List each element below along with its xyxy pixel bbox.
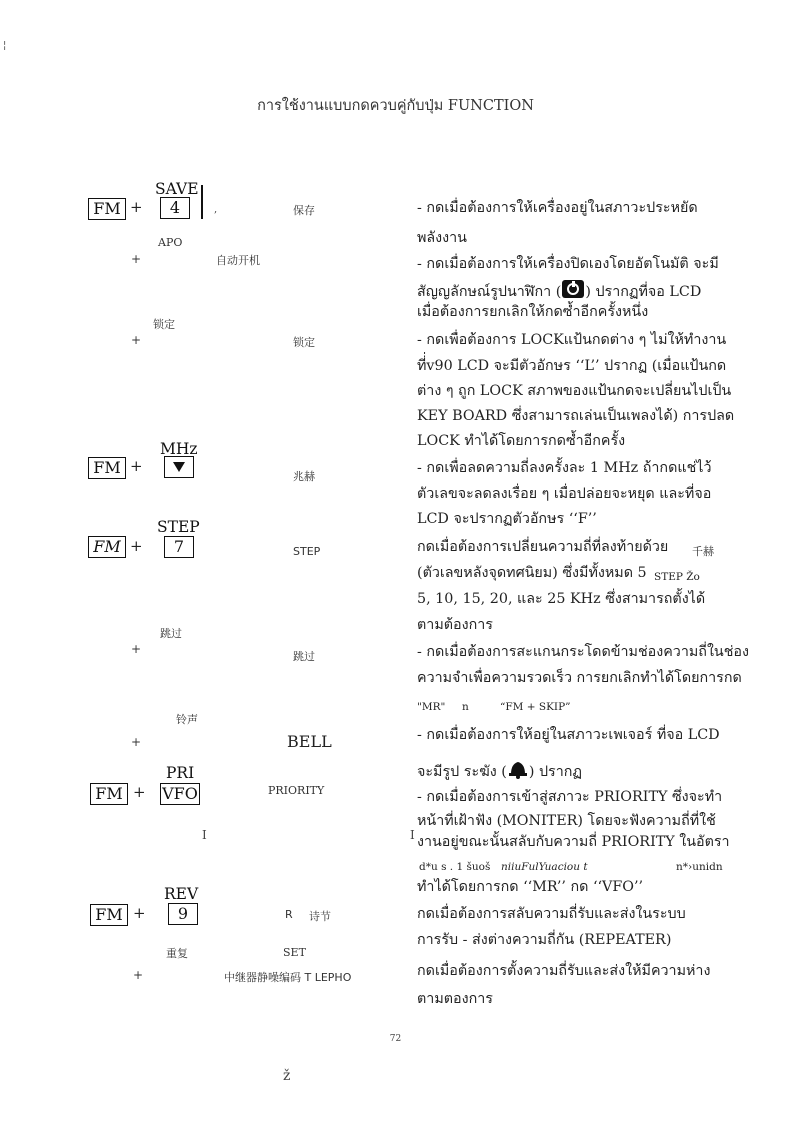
step-key: 7 (164, 536, 194, 558)
apo-function: 自动开机 (216, 254, 260, 267)
priority-function: PRIORITY (268, 784, 325, 797)
plus-sign: + (131, 333, 142, 347)
lock-key-label: 锁定 (153, 318, 175, 331)
plus-sign: + (133, 783, 146, 801)
corner-mark: ¦ (3, 40, 7, 51)
desc-step-line3: 5, 10, 15, 20, และ 25 KHz ซึ่งสามารถตั้งได้ (417, 591, 706, 607)
plus-sign: + (130, 537, 143, 555)
plus-sign: + (131, 252, 142, 266)
save-key: 4 (160, 197, 190, 219)
repeat-key-label: 重复 (166, 947, 188, 960)
desc-pri-line3: งานอยู่ขณะนั้นสลับกับความถี่ PRIORITY ในอัตรา (417, 834, 730, 850)
desc-rev-line1: กดเมื่อต้องการสลับความถี่รับและส่งในระบบ (417, 906, 686, 922)
desc-apo-text-b: ) ปรากฏที่จอ LCD (585, 284, 702, 300)
bell-icon (507, 759, 529, 785)
desc-step-line4: ตามต้องการ (417, 617, 493, 633)
tone-function: 中继器静噪编码 T LEPHO (224, 971, 352, 984)
page-number: 72 (389, 1034, 402, 1044)
desc-bell-line2 (417, 759, 582, 785)
step-key-label: STEP (157, 518, 200, 536)
apo-key-label: APO (158, 236, 183, 249)
plus-sign: + (131, 735, 142, 749)
rev-key: 9 (168, 903, 198, 925)
desc-bell-text-a: จะมีรูป ระฆัง ( (417, 764, 507, 780)
plus-sign: + (133, 968, 144, 982)
desc-lock-line3: ต่าง ๆ ถูก LOCK สภาพของแป้นกดจะเปลี่ยนไปเป็น (417, 383, 732, 399)
desc-set-line2: ตามตองการ (417, 991, 493, 1007)
pri-key-label: PRI (166, 764, 195, 782)
desc-bell-line1: - กดเมื่อต้องการให้อยู่ในสภาวะเพเจอร์ ที่จอ LCD (417, 727, 720, 743)
desc-mhz-line2: ตัวเลขจะลดลงเรื่อย ๆ เมื่อปล่อยจะหยุด และที่จอ (417, 486, 712, 502)
desc-pri-garbled-c: n*›unidn (676, 861, 723, 873)
save-function: 保存 (293, 204, 315, 217)
key-divider (201, 185, 203, 219)
desc-step-step: STEP Žo (654, 571, 700, 583)
desc-set-line1: กดเมื่อต้องการตั้งความถี่รับและส่งให้มีความห่าง (417, 963, 711, 979)
desc-skip-line1: - กดเมื่อต้องการสะแกนกระโดดข้ามช่องความถี่ในช่อง (417, 644, 749, 660)
desc-rev-line2: การรับ - ส่งต่างความถี่กัน (REPEATER) (417, 932, 672, 948)
step-function: STEP (293, 545, 321, 558)
desc-skip-line2: ความจำเพื่อความรวดเร็ว การยกเลิกทำได้โดยการกด (417, 670, 742, 686)
rev-key-label: REV (164, 885, 199, 903)
rev-function-r: R (285, 908, 293, 921)
mhz-key-label: MHz (160, 440, 198, 458)
bar-mark: I (410, 828, 415, 842)
bell-function: BELL (287, 732, 332, 751)
desc-pri-line2: หน้าที่เฝ้าฟัง (MONITER) โดยจะฟังความถี่ที่ใช้ (417, 813, 716, 829)
desc-skip-n: n (462, 701, 469, 713)
desc-bell-text-b: ) ปรากฏ (528, 764, 583, 780)
desc-apo-text-a: สัญญลักษณ์รูปนาฬิกา ( (417, 284, 562, 300)
rev-function-cn: 诗节 (309, 910, 331, 923)
fm-key: FM (90, 904, 128, 926)
skip-function: 跳过 (293, 650, 315, 663)
desc-mhz-line1: - กดเพื่อลดความถี่ลงครั้งละ 1 MHz ถ้ากดแช่ไว้ (417, 460, 712, 476)
bar-mark: I (202, 828, 207, 842)
desc-mhz-line3: LCD จะปรากฏตัวอักษร ‘‘F’’ (417, 511, 597, 527)
fm-key: FM (88, 457, 126, 479)
plus-sign: + (130, 198, 143, 216)
comma-mark: , (214, 204, 218, 215)
desc-lock-line1: - กดเพื่อต้องการ LOCKแป้นกดต่าง ๆ ไม่ให้ทำงาน (417, 332, 727, 348)
down-arrow-icon (173, 462, 185, 472)
desc-lock-line4: KEY BOARD ซึ่งสามารถเล่นเป็นเพลงได้) การปลด (417, 408, 735, 424)
skip-key-label: 跳过 (160, 627, 182, 640)
bell-key-label: 铃声 (176, 713, 198, 726)
lock-function: 锁定 (293, 336, 315, 349)
desc-apo-line1: - กดเมื่อต้องการให้เครื่องปิดเองโดยอัตโนมัติ จะมี (417, 256, 719, 272)
desc-pri-garbled-a: d*u s . 1 šuoš (419, 861, 491, 873)
save-key-label: SAVE (155, 180, 199, 198)
desc-lock-line5: LOCK ทำได้โดยการกดซ้ำอีกครั้ง (417, 433, 626, 449)
fm-key: FM (88, 536, 126, 558)
plus-sign: + (131, 642, 142, 656)
desc-pri-garbled-b: niiuFulYuaciou t (501, 861, 588, 873)
desc-skip-fm-skip: “FM + SKIP” (500, 701, 571, 713)
desc-pri-line1: - กดเมื่อต้องการเข้าสู่สภาวะ PRIORITY ซึ่งจะทำ (417, 789, 723, 805)
desc-step-line1: กดเมื่อต้องการเปลี่ยนความถี่ที่ลงท้ายด้วย (417, 539, 669, 555)
bottom-mark: ž (283, 1068, 291, 1084)
desc-save-line1: - กดเมื่อต้องการให้เครื่องอยู่ในสภาวะประหยัด (417, 200, 698, 216)
fm-key: FM (90, 783, 128, 805)
vfo-key: VFO (160, 783, 200, 805)
fm-key: FM (88, 198, 126, 220)
mhz-down-key (164, 456, 194, 478)
plus-sign: + (130, 457, 143, 475)
desc-apo-line3: เมื่อต้องการยกเลิกให้กดซ้ำอีกครั้งหนึ่ง (417, 304, 649, 320)
set-function: SET (283, 946, 306, 959)
desc-lock-line2: ที่่v90 LCD จะมีตัวอักษร ‘‘L’’ ปรากฏ (เมื่อแป้นกด (417, 358, 727, 374)
mhz-function: 兆赫 (293, 470, 315, 483)
desc-skip-mr: "MR" (417, 701, 446, 713)
desc-step-khz: 千赫 (692, 545, 714, 558)
desc-save-line2: พลังงาน (417, 230, 467, 246)
desc-step-line2: (ตัวเลขหลังจุดทศนิยม) ซึ่งมีทั้งหมด 5 (417, 565, 647, 581)
desc-pri-line5: ทำได้โดยการกด ‘‘MR’’ กด ‘‘VFO’’ (417, 879, 644, 895)
page-title: การใช้งานแบบกดควบคู่กับปุ่ม FUNCTION (257, 98, 534, 114)
plus-sign: + (133, 904, 146, 922)
